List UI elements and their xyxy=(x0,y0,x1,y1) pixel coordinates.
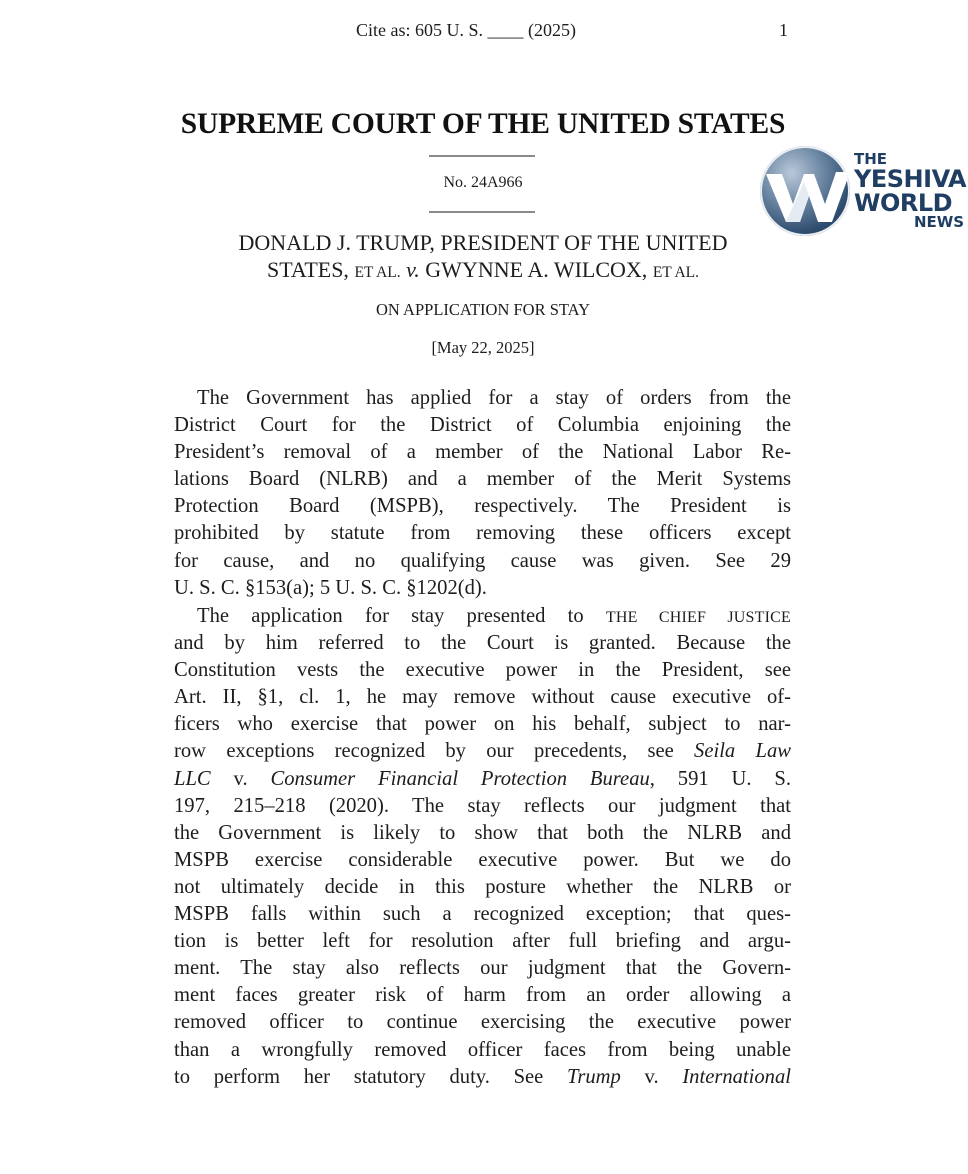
text-line: Constitution vests the executive power in the President, see xyxy=(174,659,791,682)
et-al: ET AL. xyxy=(354,264,401,281)
text-line: removed officer to continue exercising the executive power xyxy=(174,1011,791,1034)
text-line: ment. The stay also reflects our judgment that the Govern- xyxy=(174,957,791,980)
divider-rule-top xyxy=(429,155,535,157)
logo-news: NEWS xyxy=(913,213,965,231)
logo-wordmark xyxy=(854,152,966,230)
text-line: the Government is likely to show that both the NLRB and xyxy=(174,821,791,844)
case-caption xyxy=(174,229,792,286)
procedural-posture: ON APPLICATION FOR STAY xyxy=(376,300,590,319)
page-number: 1 xyxy=(779,20,788,40)
text-run: , 591 U. S. xyxy=(649,767,792,790)
caption-party-a: STATES, xyxy=(266,257,355,282)
logo-yeshiva: YESHIVA xyxy=(854,165,967,193)
text-line: than a wrongfully removed officer faces from being unable xyxy=(174,1038,791,1061)
text-line: MSPB exercise considerable executive power. But we do xyxy=(174,848,791,871)
text-line xyxy=(174,603,791,630)
case-name-italic: LLC xyxy=(174,767,211,790)
text-line: tion is better left for resolution after full briefing and argu- xyxy=(174,930,791,953)
w-mark-icon xyxy=(760,146,850,236)
case-name-italic: International xyxy=(682,1065,791,1088)
case-name-italic: Consumer Financial Protection Bureau xyxy=(270,767,650,790)
text-line: MSPB falls within such a recognized exception; that ques- xyxy=(174,903,791,926)
court-title: SUPREME COURT OF THE UNITED STATES xyxy=(180,108,786,140)
text-line: and by him referred to the Court is granted. Because the xyxy=(174,632,791,655)
paragraph-2 xyxy=(174,603,791,1091)
caption-line-1: DONALD J. TRUMP, PRESIDENT OF THE UNITED xyxy=(238,230,728,255)
chief-justice-smallcaps: THE CHIEF JUSTICE xyxy=(605,609,791,626)
text-run: v. xyxy=(210,767,271,790)
case-name-italic: Trump xyxy=(567,1065,621,1088)
decision-date: [May 22, 2025] xyxy=(431,338,535,357)
text-line xyxy=(174,738,791,765)
text-line: The Government has applied for a stay of orders from the xyxy=(197,387,791,409)
running-head: Cite as: 605 U. S. ____ (2025) xyxy=(356,20,576,40)
et-al: ET AL. xyxy=(652,264,700,281)
caption-party-b: GWYNNE A. WILCOX, xyxy=(419,257,653,282)
text-line: Art. II, §1, cl. 1, he may remove without cause executive of- xyxy=(174,686,791,709)
divider-rule-bottom xyxy=(429,211,535,213)
text-line: 197, 215–218 (2020). The stay reflects our judgment that xyxy=(174,794,791,817)
text-line xyxy=(174,766,791,793)
versus: v. xyxy=(406,257,420,282)
text-line: Protection Board (MSPB), respectively. The President is xyxy=(174,495,791,518)
docket-number: No. 24A966 xyxy=(443,174,523,191)
text-run: to perform her statutory duty. See xyxy=(174,1065,568,1088)
logo-world: WORLD xyxy=(854,189,953,217)
case-name-italic: Seila Law xyxy=(694,740,792,763)
text-line xyxy=(174,1064,791,1091)
text-line: U. S. C. §153(a); 5 U. S. C. §1202(d). xyxy=(174,576,487,599)
text-line: ment faces greater risk of harm from an order allowing a xyxy=(174,984,791,1007)
caption-line-2 xyxy=(174,256,792,286)
text-line: prohibited by statute from removing these officers except xyxy=(174,522,791,545)
text-run: The application for stay presented to xyxy=(197,605,606,627)
logo-globe-icon xyxy=(760,146,850,236)
text-run: row exceptions recognized by our precedents, see xyxy=(174,740,695,763)
text-line: ficers who exercise that power on his behalf, subject to nar- xyxy=(174,713,791,736)
yeshiva-world-news-logo xyxy=(760,146,965,236)
text-line: President’s removal of a member of the National Labor Re- xyxy=(174,441,791,464)
paragraph-1 xyxy=(174,385,791,602)
text-line: lations Board (NLRB) and a member of the Merit Systems xyxy=(174,468,791,491)
logo-the: THE xyxy=(854,150,888,168)
text-line: District Court for the District of Columbia enjoining the xyxy=(174,414,791,437)
text-line: not ultimately decide in this posture whether the NLRB or xyxy=(174,875,791,898)
text-line: for cause, and no qualifying cause was given. See 29 xyxy=(174,549,791,572)
text-run: v. xyxy=(620,1065,683,1088)
